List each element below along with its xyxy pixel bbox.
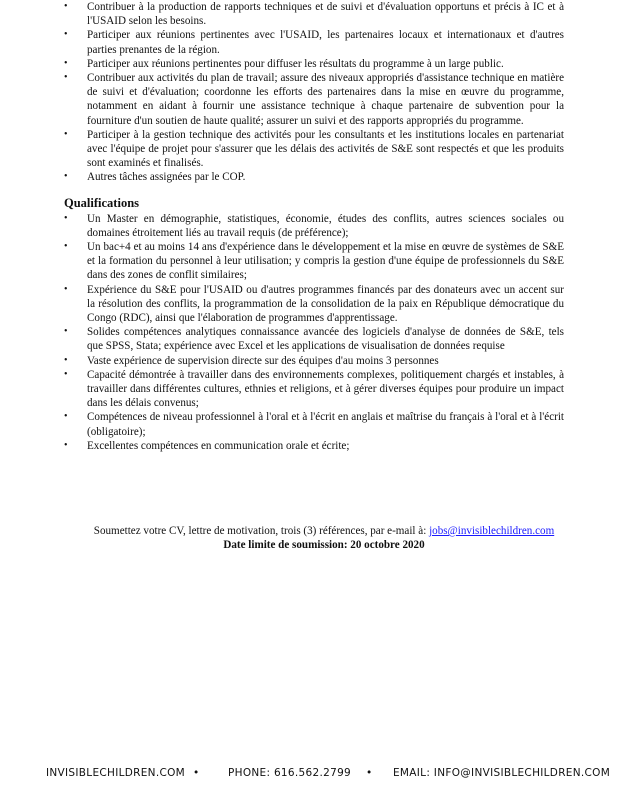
qualification-text: Vaste expérience de supervision directe sur des équipes d'au moins 3 personnes [87, 354, 439, 367]
bullet-icon: • [64, 283, 68, 295]
qualifications-heading: Qualifications [64, 195, 140, 210]
list-item [64, 57, 564, 71]
responsibility-text: Autres tâches assignées par le COP. [87, 171, 246, 184]
list-item [64, 368, 564, 411]
list-item [64, 0, 564, 28]
responsibility-text: Participer aux réunions pertinentes avec l'USAID, les partenaires locaux et internationaux et d'autres parties prenantes de la région. [87, 29, 564, 56]
responsibilities-list [64, 0, 564, 185]
submission-block [0, 524, 620, 552]
list-item [64, 354, 564, 368]
bullet-icon: • [64, 212, 68, 224]
list-item [64, 283, 564, 326]
list-item [64, 28, 564, 56]
qualification-text: Compétences de niveau professionnel à l'oral et à l'écrit en anglais et maîtrise du français à l'oral et à l'écrit (obligatoire); [87, 411, 564, 438]
footer-separator-icon: • [366, 767, 373, 779]
document-body [64, 0, 564, 453]
bullet-icon: • [64, 368, 68, 380]
list-item [64, 71, 564, 128]
submission-text: Soumettez votre CV, lettre de motivation, trois (3) références, par e-mail à: [93, 525, 430, 537]
bullet-icon: • [64, 411, 68, 423]
bullet-icon: • [64, 171, 68, 183]
responsibility-text: Participer à la gestion technique des activités pour les consultants et les institutions locales en partenariat avec l'équipe de projet pour s'assurer que les délais des activités de S&E sont respectés et que les produits sont examinés et finalisés. [87, 128, 564, 170]
qualifications-list [64, 212, 564, 453]
deadline-text: Date limite de soumission: 20 octobre 2020 [223, 539, 425, 551]
application-email-link[interactable]: jobs@invisiblechildren.com [429, 525, 555, 537]
list-item [64, 212, 564, 240]
footer-email[interactable]: EMAIL: INFO@INVISIBLECHILDREN.COM [393, 767, 611, 779]
list-item [64, 410, 564, 438]
list-item [64, 128, 564, 171]
responsibility-text: Participer aux réunions pertinentes pour diffuser les résultats du programme à un large public. [87, 57, 504, 70]
list-item [64, 240, 564, 283]
footer-website[interactable]: INVISIBLECHILDREN.COM [46, 767, 186, 779]
bullet-icon: • [64, 72, 68, 84]
bullet-icon: • [64, 439, 68, 451]
footer-phone: PHONE: 616.562.2799 [228, 767, 352, 779]
qualification-text: Un Master en démographie, statistiques, économie, études des conflits, autres sciences sociales ou domaines étroitement liés au travail requis (de préférence); [87, 212, 564, 239]
qualification-text: Solides compétences analytiques connaissance avancée des logiciels d'analyse de données de S&E, tels que SPSS, Stata; expérience avec Excel et les applications de visualisation de données requise [87, 326, 564, 353]
bullet-icon: • [64, 29, 68, 41]
page-footer [0, 767, 620, 787]
bullet-icon: • [64, 354, 68, 366]
list-item [64, 325, 564, 353]
list-item [64, 439, 564, 453]
qualification-text: Un bac+4 et au moins 14 ans d'expérience dans le développement et la mise en œuvre de systèmes de S&E et la formation du personnel à leur utilisation; y compris la gestion d'une équipe de professionnels du S&E dans des zones de conflit similaires; [87, 241, 564, 282]
bullet-icon: • [64, 1, 68, 12]
bullet-icon: • [64, 128, 68, 140]
bullet-icon: • [64, 241, 68, 253]
qualification-text: Capacité démontrée à travailler dans des environnements complexes, politiquement chargés et instables, à travailler dans différentes cultures, ethnies et religions, et à gérer diverses équipes pour produire un impact dans les délais convenus; [87, 368, 564, 410]
responsibility-text: Contribuer à la production de rapports techniques et de suivi et d'évaluation opportuns et précis à IC et à l'USAID selon les besoins. [87, 1, 564, 28]
qualification-text: Excellentes compétences en communication orale et écrite; [87, 439, 350, 452]
bullet-icon: • [64, 57, 68, 69]
submission-line [0, 524, 620, 538]
qualification-text: Expérience du S&E pour l'USAID ou d'autres programmes financés par des donateurs avec un accent sur la résolution des conflits, la programmation de la consolidation de la paix en République démocratique du Congo (RDC), ainsi que l'élaboration de programmes d'apprentissage. [87, 283, 564, 325]
responsibility-text: Contribuer aux activités du plan de travail; assure des niveaux appropriés d'assistance technique en matière de suivi et d'évaluation; coordonne les efforts des partenaires dans la mise en œuvre du programme, notamment en aidant à fournir une assistance technique à chaque partenaire de subvention pour la fourniture d'un soutien de haute qualité; assurer un suivi et des rapports appropriés du programme. [87, 72, 564, 127]
list-item [64, 170, 564, 184]
bullet-icon: • [64, 326, 68, 338]
footer-separator-icon: • [193, 767, 200, 779]
